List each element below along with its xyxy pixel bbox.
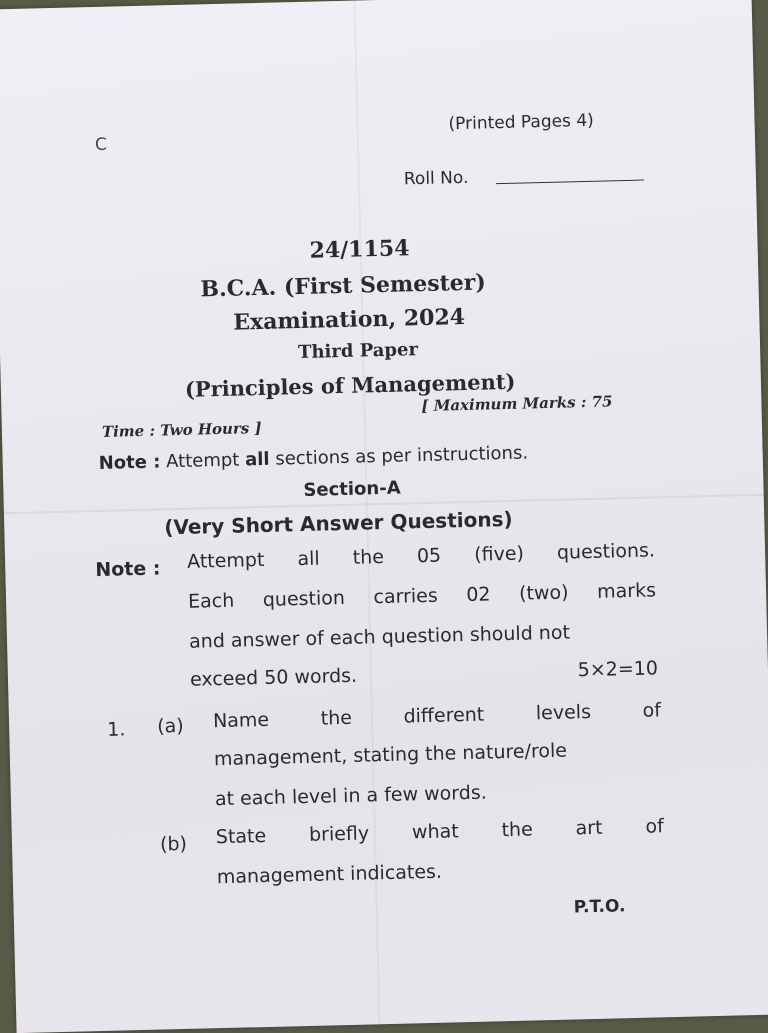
note-label: Note : [98,451,161,474]
note-word: marks [596,579,657,603]
question-word: of [645,815,665,838]
question-word: art [575,816,603,840]
question-part-label: (b) [159,832,188,856]
question-word: Name [212,708,270,733]
section-subtitle: (Very Short Answer Questions) [164,506,513,540]
time-allowed: Time : Two Hours ] [101,418,262,441]
question-word: the [320,706,353,730]
marks-allocation: 5×2=10 [577,657,659,682]
paper-code: C [94,134,108,155]
note-word: all [297,547,320,571]
roll-number-label: Roll No. [403,167,469,190]
note-word: Each [187,589,235,613]
section-note-line [188,579,656,612]
question-word: the [501,818,534,842]
general-note [98,442,528,473]
note-word: Attempt [186,548,265,573]
question-word: State [215,824,267,849]
note-word: 05 [416,544,442,568]
question-word: what [411,820,459,844]
note-line-text: and answer of each question should not [188,621,571,653]
note-text-before: Attempt [165,449,240,473]
course-title: B.C.A. (First Semester) [200,269,487,303]
question-word: of [642,699,662,722]
section-note-line [190,657,658,690]
question-word: levels [535,701,592,725]
paper-name: Third Paper [297,339,419,364]
question-line [213,699,661,732]
note-line-text: exceed 50 words. [189,664,358,691]
question-part-label: (a) [156,714,184,738]
question-number: 1. [106,718,126,741]
maximum-marks: [ Maximum Marks : 75 [421,392,613,416]
question-line: management, stating the nature/role [213,739,568,771]
section-note-line [187,539,655,572]
question-word: briefly [308,822,370,846]
note-word: (two) [518,581,569,605]
note-word: carries [373,584,439,609]
question-line: at each level in a few words. [214,781,488,811]
printed-pages: (Printed Pages 4) [448,110,595,135]
section-title: Section-A [303,477,401,501]
question-word: different [403,703,485,728]
roll-number-blank-line [496,180,644,185]
note-word: 02 [466,583,491,607]
note-text-after: sections as per instructions. [275,442,529,470]
please-turn-over: P.T.O. [573,896,626,918]
question-line: management indicates. [216,860,443,889]
note-word: question [262,586,346,611]
note-word: questions. [556,539,656,564]
subject-title: (Principles of Management) [184,368,516,402]
question-line [216,815,664,848]
note-word: the [352,546,385,569]
exam-title: Examination, 2024 [233,303,466,336]
note-bold-word: all [244,448,270,471]
section-note-line [189,619,657,652]
section-note-label: Note : [95,557,161,582]
paper-number: 24/1154 [309,235,410,264]
note-word: (five) [473,542,525,566]
